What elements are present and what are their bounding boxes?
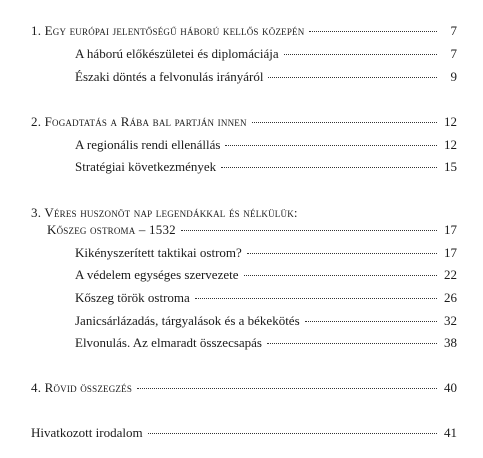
toc-chapter-4[interactable] (31, 380, 457, 396)
page-number: 7 (450, 46, 457, 61)
subentry-title: A védelem egységes szervezete (75, 267, 239, 282)
dot-leader (195, 298, 437, 299)
dot-leader (244, 275, 437, 276)
subentry-title: A háború előkészületei és diplomáciája (75, 46, 279, 61)
dot-leader (284, 54, 437, 55)
subentry-title: Elvonulás. Az elmaradt összecsapás (75, 335, 262, 350)
toc-subentry[interactable] (75, 245, 457, 261)
dot-leader (181, 230, 437, 231)
page-number: 12 (444, 114, 457, 129)
toc-subentry[interactable] (75, 267, 457, 283)
subentry-title: Janicsárlázadás, tárgyalások és a békekötés (75, 313, 300, 328)
dot-leader (309, 31, 437, 32)
subentry-title: Kikényszerített taktikai ostrom? (75, 245, 242, 260)
subentry-title: Kőszeg török ostroma (75, 290, 190, 305)
toc-chapter-1[interactable] (31, 23, 457, 39)
toc-subentry[interactable] (75, 290, 457, 306)
toc-subentry[interactable] (75, 313, 457, 329)
subentry-title: Stratégiai következmények (75, 159, 217, 174)
chapter-title: 4. Rövid összegzés (31, 380, 133, 395)
toc-chapter-3-title-line1[interactable]: 3. Véres huszonöt nap legendákkal és nélkülük: (31, 205, 298, 220)
chapter-title: 2. Fogadtatás a Rába bal partján innen (31, 114, 247, 129)
page-number: 17 (444, 222, 457, 237)
page-number: 38 (444, 335, 457, 350)
toc-references[interactable] (31, 425, 457, 441)
page-number: 9 (450, 69, 457, 84)
toc-subentry[interactable] (75, 69, 457, 85)
dot-leader (225, 145, 437, 146)
toc-chapter-3[interactable] (47, 222, 457, 238)
references-title: Hivatkozott irodalom (31, 425, 143, 440)
dot-leader (148, 433, 437, 434)
chapter-title: Kőszeg ostroma – 1532 (47, 222, 176, 237)
toc-subentry[interactable] (75, 46, 457, 62)
toc-subentry[interactable] (75, 137, 457, 153)
page-number: 22 (444, 267, 457, 282)
dot-leader (137, 388, 437, 389)
page-number: 32 (444, 313, 457, 328)
chapter-title: 1. Egy európai jelentőségű háború kellős közepén (31, 23, 305, 38)
dot-leader (267, 343, 437, 344)
dot-leader (268, 77, 437, 78)
page-number: 12 (444, 137, 457, 152)
dot-leader (221, 167, 437, 168)
dot-leader (247, 253, 437, 254)
page-number: 15 (444, 159, 457, 174)
page-number: 41 (444, 425, 457, 440)
toc-chapter-2[interactable] (31, 114, 457, 130)
page-number: 17 (444, 245, 457, 260)
subentry-title: Északi döntés a felvonulás irányáról (75, 69, 264, 84)
page-number: 40 (444, 380, 457, 395)
toc-subentry[interactable] (75, 159, 457, 175)
page-number: 7 (450, 23, 457, 38)
dot-leader (305, 321, 437, 322)
subentry-title: A regionális rendi ellenállás (75, 137, 221, 152)
dot-leader (252, 122, 437, 123)
page-number: 26 (444, 290, 457, 305)
toc-subentry[interactable] (75, 335, 457, 351)
